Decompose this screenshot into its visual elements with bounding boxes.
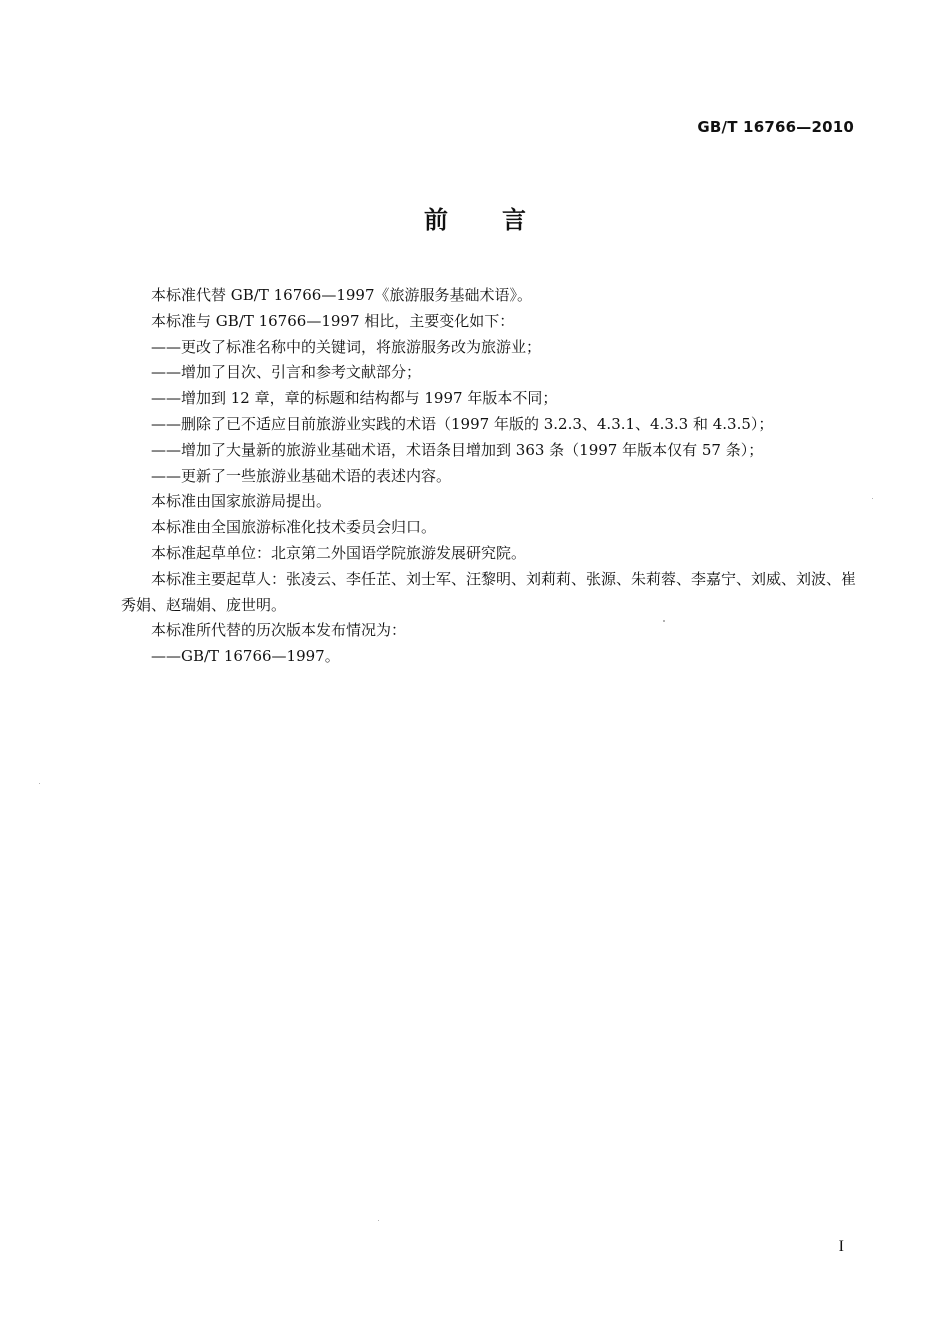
- paragraph-proposed-by: 本标准由国家旅游局提出。: [151, 492, 332, 511]
- paragraph-drafting-unit: 本标准起草单位：北京第二外国语学院旅游发展研究院。: [151, 543, 527, 562]
- change-item-added-terms: ——增加了大量新的旅游业基础术语，术语条目增加到 363 条（1997 年版本仅有 57 条）；: [151, 440, 764, 459]
- paragraph-drafters: 本标准主要起草人：张凌云、李任芷、刘士军、汪黎明、刘莉莉、张源、朱莉蓉、李嘉宁、刘威、刘波、崔秀娟、赵瑞娟、庞世明。: [121, 569, 857, 614]
- paragraph-previous-editions: 本标准所代替的历次版本发布情况为：: [151, 621, 407, 640]
- change-item-updated-terms: ——更新了一些旅游业基础术语的表述内容。: [151, 466, 452, 485]
- paragraph-main-changes: 本标准与 GB/T 16766—1997 相比，主要变化如下：: [151, 311, 515, 330]
- previous-edition-item: ——GB/T 16766—1997。: [151, 647, 340, 666]
- scan-speck: [39, 783, 40, 784]
- scan-speck: [378, 1220, 379, 1221]
- page-title: 前言: [424, 206, 580, 234]
- paragraph-under-jurisdiction: 本标准由全国旅游标准化技术委员会归口。: [151, 518, 437, 537]
- scan-speck: [663, 620, 665, 622]
- change-item-contents: ——增加了目次、引言和参考文献部分；: [151, 363, 422, 382]
- change-item-deleted-terms: ——删除了已不适应目前旅游业实践的术语（1997 年版的 3.2.3、4.3.1、4.3.3 和 4.3.5）；: [151, 414, 774, 433]
- change-item-chapters: ——增加到 12 章，章的标题和结构都与 1997 年版本不同；: [151, 389, 558, 408]
- foreword-body: [121, 283, 856, 670]
- scan-speck: [872, 498, 873, 499]
- change-item-title: ——更改了标准名称中的关键词，将旅游服务改为旅游业；: [151, 337, 542, 356]
- page-number: I: [838, 1238, 844, 1255]
- paragraph-replaces: 本标准代替 GB/T 16766—1997《旅游服务基础术语》。: [151, 286, 532, 304]
- standard-number: GB/T 16766—2010: [697, 118, 854, 136]
